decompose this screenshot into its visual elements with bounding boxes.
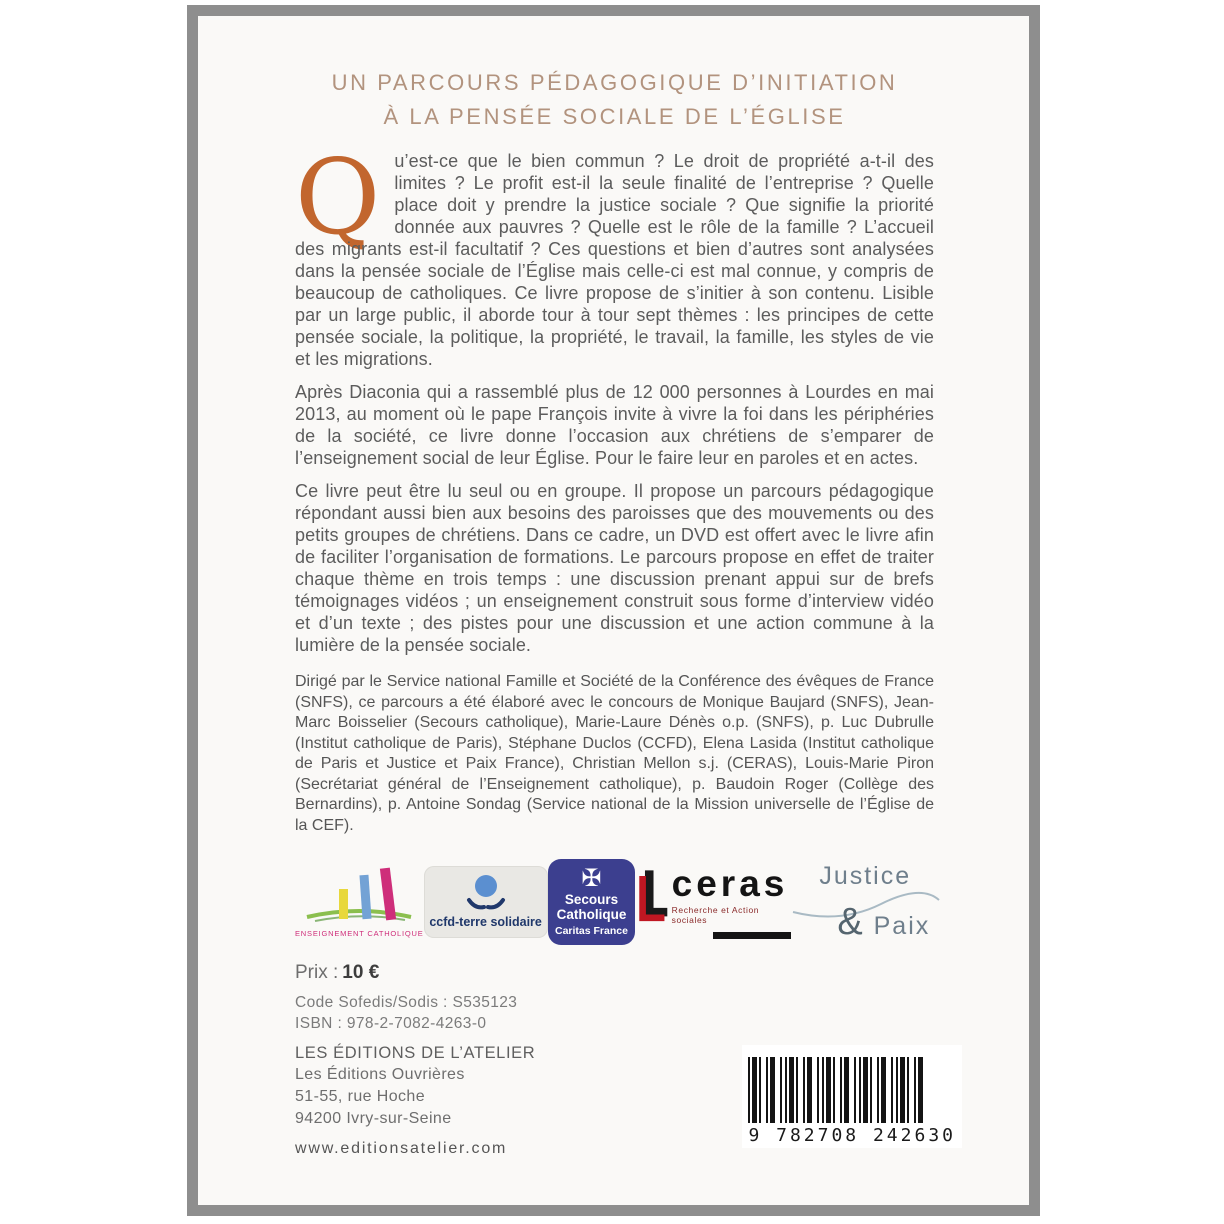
cover-title-line2: À LA PENSÉE SOCIALE DE L’ÉGLISE bbox=[383, 104, 846, 129]
ccfd-caption: ccfd-terre solidaire bbox=[429, 915, 542, 929]
ceras-bracket-icon bbox=[635, 865, 667, 927]
logo-enseignement-catholique bbox=[295, 867, 424, 938]
logo-ceras bbox=[635, 865, 791, 939]
paragraph-credits: Dirigé par le Service national Famille et Société de la Conférence des évêques de France (SNFS), ce parcours a été élaboré avec le concours de Monique Baujard (SNFS), Jean-Marc Boisselier (Secours catholique), Marie-Laure Dénès o.p. (SNFS), p. Luc Dubrulle (Institut catholique de Paris), Stéphane Duclos (CCFD), Elena Lasida (Institut catholique de Paris et Justice et Paix France), Christian Mellon s.j. (CERAS), Louis-Marie Piron (Secrétariat général de l’Enseignement catholique), p. Baudoin Roger (Collège des Bernardins), p. Antoine Sondag (Service national de la Mission universelle de l’Église de la CEF). bbox=[295, 673, 934, 834]
maltese-cross-icon: ✠ bbox=[581, 865, 602, 892]
cover-title bbox=[295, 66, 934, 134]
sofedis-code: Code Sofedis/Sodis : S535123 bbox=[295, 994, 518, 1011]
enseignement-catholique-icon bbox=[303, 867, 415, 927]
price-label: Prix : bbox=[295, 962, 339, 983]
logo-secours-catholique bbox=[548, 859, 636, 945]
barcode bbox=[742, 1045, 962, 1148]
ceras-underline-bar bbox=[713, 932, 791, 939]
isbn: ISBN : 978-2-7082-4263-0 bbox=[295, 1015, 487, 1032]
logo-justice-et-paix bbox=[791, 860, 934, 944]
paragraph-parcours: Ce livre peut être lu seul ou en groupe. Il propose un parcours pédagogique répondant aussi bien aux besoins des paroisses que des mouvements ou des petits groupes de chrétiens. Dans ce cadre, un DVD est offert avec le livre afin de faciliter l’organisation de formations. Le parcours propose en effet de traiter chaque thème en trois temps : une discussion prenant appui sur de brefs témoignages vidéos ; un enseignement construit sous forme d’interview vidéo et d’un texte ; des pistes pour une discussion et une action commune à la lumière de la pensée sociale. bbox=[295, 481, 934, 655]
book-back-cover bbox=[187, 5, 1040, 1216]
ccfd-hands-icon bbox=[463, 874, 509, 912]
publisher-name: LES ÉDITIONS DE L’ATELIER bbox=[295, 1044, 536, 1062]
publisher-street: 51-55, rue Hoche bbox=[295, 1088, 426, 1105]
price-value: 10 € bbox=[342, 962, 380, 983]
barcode-icon bbox=[748, 1057, 926, 1123]
ceras-wordmark: ceras bbox=[671, 863, 789, 904]
cover-content bbox=[198, 16, 1029, 1158]
publisher-website: www.editionsatelier.com bbox=[295, 1140, 508, 1157]
paragraph-diaconia: Après Diaconia qui a rassemblé plus de 12 000 personnes à Lourdes en mai 2013, au moment où le pape François invite à vivre la foi dans les périphéries de la société, ce livre donne l’occasion aux chrétiens de s’emparer de l’enseignement social de leur Église. Pour le faire leur en paroles et en actes. bbox=[295, 382, 934, 468]
imprint-column bbox=[295, 962, 535, 1158]
partner-logos-row bbox=[295, 856, 934, 948]
imprint-section bbox=[295, 962, 956, 1158]
price-line bbox=[295, 962, 535, 984]
secours-catholique-line2: Catholique bbox=[556, 907, 627, 922]
ceras-subtitle: Recherche et Action sociales bbox=[671, 905, 760, 925]
publisher-city: 94200 Ivry-sur-Seine bbox=[295, 1110, 452, 1127]
publisher-block bbox=[295, 1042, 535, 1130]
cover-title-line1: UN PARCOURS PÉDAGOGIQUE D’INITIATION bbox=[331, 70, 898, 95]
barcode-number: 9 782708 242630 bbox=[748, 1125, 956, 1146]
dropcap-q: Q bbox=[295, 136, 381, 258]
paragraph-intro-text: u’est-ce que le bien commun ? Le droit de propriété a-t-il des limites ? Le profit est-il la seule finalité de l’entreprise ? Quelle place doit y prendre la justice sociale ? Que signifie la priorité donnée aux pauvres ? Quelle est le rôle de la famille ? L’accueil des migrants est-il facultatif ? Ces questions et bien d’autres sont analysées dans la pensée sociale de l’Église mais celle-ci est mal connue, y compris de beaucoup de catholiques. Ce livre propose de s’initier à son contenu. Lisible par un large public, il aborde tour à tour sept thèmes : les principes de cette pensée sociale, la politique, la propriété, le travail, la famille, les styles de vie et les migrations. bbox=[295, 151, 934, 369]
secours-catholique-line1: Secours bbox=[564, 892, 619, 907]
justice-paix-ampersand: & bbox=[837, 901, 865, 943]
enseignement-catholique-caption: ENSEIGNEMENT CATHOLIQUE bbox=[295, 928, 424, 938]
justice-paix-paix: Paix bbox=[873, 912, 931, 940]
ceras-text bbox=[672, 865, 792, 939]
secours-catholique-line3: Caritas France bbox=[555, 925, 628, 937]
paragraph-intro bbox=[295, 136, 934, 370]
publisher-imprint: Les Éditions Ouvrières bbox=[295, 1066, 465, 1083]
justice-paix-line1: Justice bbox=[819, 862, 912, 890]
justice-paix-line2 bbox=[837, 901, 930, 944]
logo-ccfd-terre-solidaire bbox=[424, 866, 548, 938]
